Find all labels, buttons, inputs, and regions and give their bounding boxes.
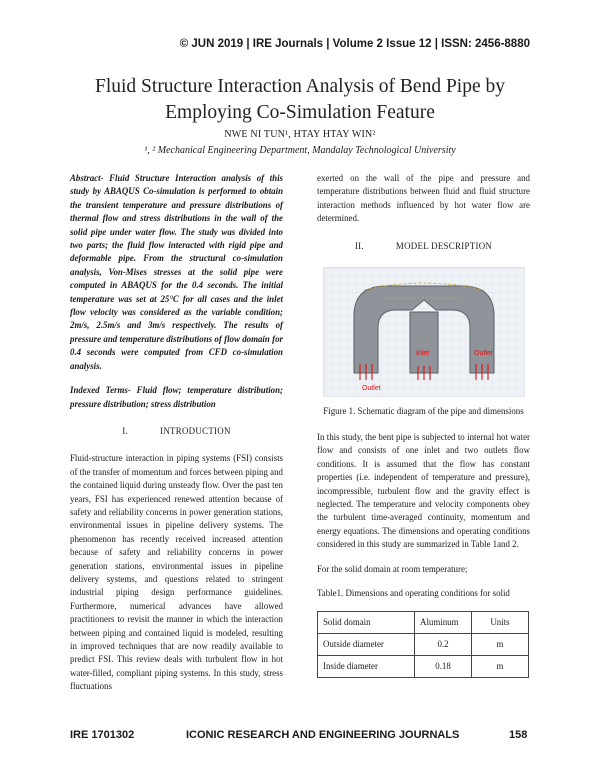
authors: NWE NI TUN¹, HTAY HTAY WIN² <box>224 129 376 140</box>
solid-domain-paragraph: For the solid domain at room temperature; <box>317 563 468 574</box>
inlet-label: Inlet <box>415 350 429 358</box>
footer-journal-name: ICONIC RESEARCH AND ENGINEERING JOURNALS <box>186 729 460 741</box>
section-heading-introduction <box>70 425 283 438</box>
table-cell: Outside diameter <box>318 633 415 655</box>
table-cell: Inside diameter <box>318 655 415 677</box>
continued-paragraph: exerted on the wall of the pipe and pressure and temperature distributions between fluid and fluid structure interaction methods influenced by hot water flow are determined. <box>317 173 530 224</box>
paper-title <box>40 74 560 126</box>
outlet-label-left: Outlet <box>361 385 381 393</box>
table-header-row <box>318 611 529 633</box>
pipe-diagram-figure <box>323 267 525 397</box>
section-title: INTRODUCTION <box>160 425 231 436</box>
paper-title-line-1: Fluid Structure Interaction Analysis of Bend Pipe by <box>95 76 505 97</box>
pipe-diagram <box>324 268 524 396</box>
footer-journal-id: IRE 1701302 <box>70 729 135 741</box>
outlet-label-right: Outlet <box>473 350 493 358</box>
table-row <box>318 655 529 677</box>
journal-header: © JUN 2019 | IRE Journals | Volume 2 Issue 12 | ISSN: 2456-8880 <box>179 38 530 50</box>
left-column <box>70 172 283 705</box>
figure-caption: Figure 1. Schematic diagram of the pipe and dimensions <box>323 406 524 417</box>
table-row <box>318 633 529 655</box>
abstract: Abstract- Fluid Structure Interaction analysis of this study by ABAQUS Co-simulation is performed to obtain the transient temperature and pressure distributions of thermal flow and stress distributions in the wall of the solid pipe under water flow. The study was divided into two parts; the fluid flow interacted with rigid pipe and deformable pipe. From the structural co-simulation analysis, Von-Mises stresses at the solid pipe were computed in ABAQUS for the 0.4 seconds. The initial temperature was set at 25°C for all cases and the inlet flow velocity was considered as the variable condition; 2m/s, 2.5m/s and 3m/s respectively. The results of pressure and temperature distributions of flow domain for 0.4 seconds were computed from CFD co-simulation analysis. <box>70 173 283 371</box>
dimensions-table <box>317 611 529 678</box>
table-caption: Table1. Dimensions and operating conditions for solid <box>317 588 510 599</box>
table-header-cell: Units <box>472 611 529 633</box>
affiliation: ¹, ² Mechanical Engineering Department, Mandalay Technological University <box>144 145 456 156</box>
table-cell: 0.18 <box>415 655 472 677</box>
section-number: II. <box>354 240 364 251</box>
intro-paragraph: Fluid-structure interaction in piping systems (FSI) consists of the transfer of momentum and forces between piping and the contained liquid during unsteady flow. Over the past ten years, FSI has experienced renewed attention because of safety and reliability concerns in power generation stations, environmental issues in pipeline delivery systems. The phenomenon has recently received increased attention because of safety and reliability concerns in power generation stations, environmental issues in pipeline delivery systems, and questions related to stringent industrial piping design performance guidelines. Furthermore, numerical advances have allowed practitioners to revisit the manner in which the interaction between piping and contained liquid is modeled, resulting in improved techniques that are now readily available to predict FSI. This review deals with turbulent flow in hot water-filled, compliant piping systems. In this study, stress fluctuations <box>70 453 283 692</box>
paper-title-line-2: Employing Co-Simulation Feature <box>165 102 435 123</box>
table-header-cell: Aluminum <box>415 611 472 633</box>
right-column <box>317 172 530 678</box>
study-paragraph: In this study, the bent pipe is subjected to internal hot water flow and consists of one inlet and two outlets flow conditions. It is assumed that the flow has constant properties (i.e. independent of temperature and pressure), incompressible, turbulent flow and the gravity effect is neglected. The temperature and velocity components obey the turbulent time-averaged continuity, momentum and energy equations. The dimensions and operating conditions considered in this study are summarized in Table 1and 2. <box>317 432 530 550</box>
table-header-cell: Solid domain <box>318 611 415 633</box>
page-number: 158 <box>509 729 528 741</box>
table-cell: m <box>472 633 529 655</box>
table-cell: m <box>472 655 529 677</box>
index-terms: Indexed Terms- Fluid flow; temperature distribution; pressure distribution; stress distribution <box>70 385 283 409</box>
section-title: MODEL DESCRIPTION <box>395 240 493 251</box>
section-number: I. <box>122 425 129 436</box>
table-cell: 0.2 <box>415 633 472 655</box>
section-heading-model <box>317 240 530 253</box>
inlet-stem <box>410 312 438 373</box>
